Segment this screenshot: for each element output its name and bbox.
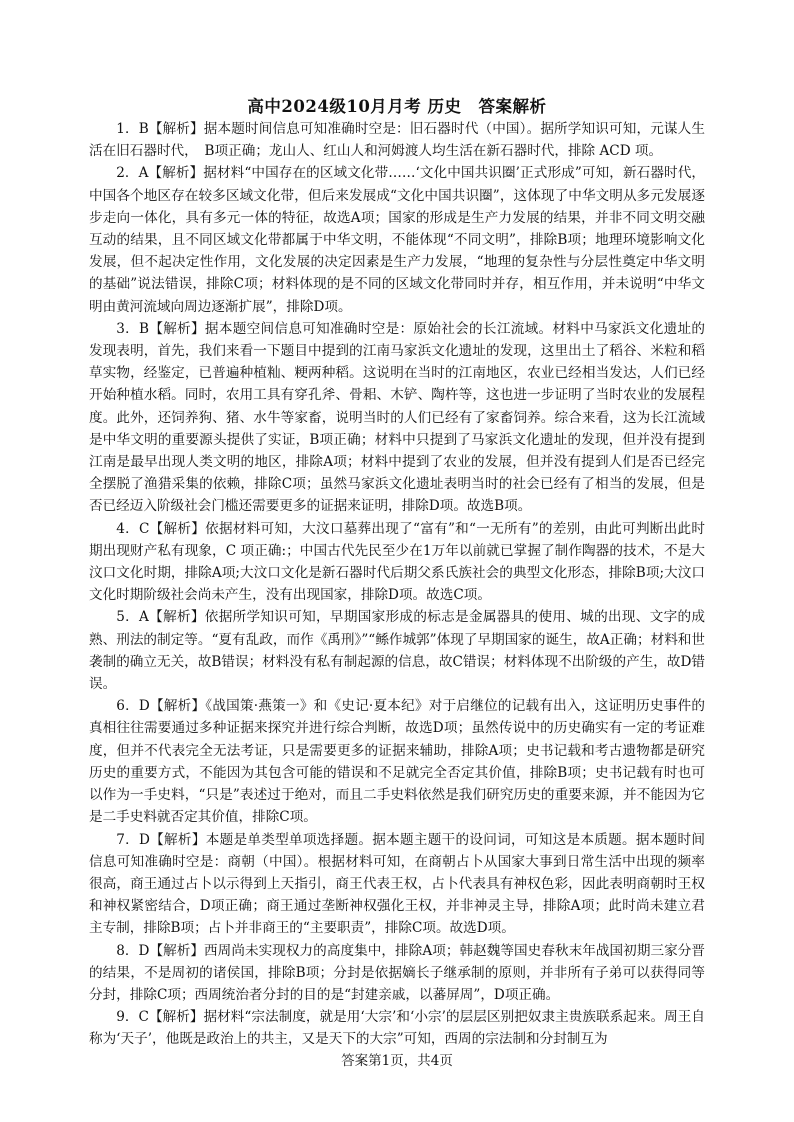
- page-title: 高中2024级10月月考 历史 答案解析: [247, 97, 547, 116]
- answer-item-2: 2．A【解析】据材料“中国存在的区域文化带……‘文化中国共识圈’正式形成”可知，新石器时代，中国各个地区存在较多区域文化带，但后来发展成“文化中国共识圈”，这体现了中华文明从多元发展逐步走向一体化，具有多元一体的特征，故选A项；国家的形成是生产力发展的结果，并非不同文明交融互动的结果，且不同区域文化带都属于中华文明，不能体现“不同文明”，排除B项；地理环境影响文化发展，但不起决定性作用，文化发展的决定因素是生产力发展，“地理的复杂性与分层性奠定中华文明的基础”说法错误，排除C项；材料体现的是不同的区域文化带同时并存，相互作用，并未说明“中华文明由黄河流域向周边逐渐扩展”，排除D项。: [89, 165, 705, 315]
- answer-item-7: 7．D【解析】本题是单类型单项选择题。据本题主题干的设问词，可知这是本质题。据本题时间信息可知准确时空是：商朝（中国）。根据材料可知，在商朝占卜从国家大事到日常生活中出现的频率很高，商王通过占卜以示得到上天指引，商王代表王权，占卜代表具有神权色彩，因此表明商朝时王权和神权紧密结合，D项正确；商王通过垄断神权强化王权，并非神灵主导，排除A项；此时尚未建立君主专制，排除B项；占卜并非商王的“主要职责”，排除C项。故选D项。: [89, 831, 705, 937]
- answer-item-6: 6．D【解析】《战国策·燕策一》和《史记·夏本纪》对于启继位的记载有出入，这证明历史事件的真相往往需要通过多种证据来探究并进行综合判断，故选D项；虽然传说中的历史确实有一定的考证难度，但并不代表完全无法考证，只是需要更多的证据来辅助，排除A项；史书记载和考古遗物都是研究历史的重要方式，不能因为其包含可能的错误和不足就完全否定其价值，排除B项；史书记载有时也可以作为一手史料，“只是”表述过于绝对，而且二手史料依然是我们研究历史的重要来源，并不能因为它是二手史料就否定其价值，排除C项。: [89, 698, 705, 826]
- answer-item-4: 4．C【解析】依据材料可知，大汶口墓葬出现了“富有”和“一无所有”的差别，由此可判断出此时期出现财产私有现象，C 项正确:；中国古代先民至少在1万年以前就已掌握了制作陶器的技术，不是大汶口文化时期，排除A项;大汶口文化是新石器时代后期父系氏族社会的典型文化形态，排除B项;大汶口文化时期阶级社会尚未产生，没有出现国家，排除D项。故选C项。: [89, 520, 705, 604]
- answer-item-5: 5．A【解析】依据所学知识可知，早期国家形成的标志是金属器具的使用、城的出现、文字的成熟、刑法的制定等。“夏有乱政，而作《禹刑》”“鲧作城郭”体现了早期国家的诞生，故A正确；材料和世袭制的确立无关，故B错误；材料没有私有制起源的信息，故C错误；材料体现不出阶级的产生，故D错误。: [89, 609, 705, 693]
- answer-item-1: 1．B【解析】据本题时间信息可知准确时空是：旧石器时代（中国）。据所学知识可知，元谋人生活在旧石器时代， B项正确；龙山人、红山人和河姆渡人均生活在新石器时代，排除 ACD 项。: [89, 121, 705, 160]
- answer-explanations: [89, 118, 705, 1051]
- answer-item-8: 8．D【解析】西周尚未实现权力的高度集中，排除A项；韩赵魏等国史春秋末年战国初期三家分晋的结果，不是周初的诸侯国，排除B项；分封是依据嫡长子继承制的原则，并非所有子弟可以获得同等分封，排除C项；西周统治者分封的目的是“封建亲戚，以蕃屏周”，D项正确。: [89, 942, 705, 1003]
- page-footer: 答案第1页，共4页: [341, 1053, 453, 1069]
- answer-item-3: 3．B【解析】据本题空间信息可知准确时空是：原始社会的长江流域。材料中马家浜文化遗址的发现表明，首先，我们来看一下题目中提到的江南马家浜文化遗址的发现，这里出土了稻谷、米粒和稻草实物，经鉴定，已普遍种植籼、粳两种稻。这说明在当时的江南地区，农业已经相当发达，人们已经开始种植水稻。同时，农用工具有穿孔斧、骨耜、木铲、陶杵等，这也进一步证明了当时农业的发展程度。此外，还饲养狗、猪、水牛等家畜，说明当时的人们已经有了家畜饲养。综合来看，这为长江流域是中华文明的重要源头提供了实证，B项正确；材料中只提到了马家浜文化遗址的发现，但并没有提到江南是最早出现人类文明的地区，排除A项；材料中提到了农业的发展，但并没有提到人们是否已经完全摆脱了渔猎采集的依赖，排除C项；虽然马家浜文化遗址表明当时的社会已经有了相当的发展，但是否已经迈入阶级社会门槛还需要更多的证据来证明，排除D项。故选B项。: [89, 320, 705, 515]
- answer-item-9: 9．C【解析】据材料“宗法制度，就是用‘大宗’和‘小宗’的层层区别把奴隶主贵族联系起来。周王自称为‘天子’，他既是政治上的共主，又是天下的大宗”可知，西周的宗法制和分封制互为: [89, 1009, 705, 1048]
